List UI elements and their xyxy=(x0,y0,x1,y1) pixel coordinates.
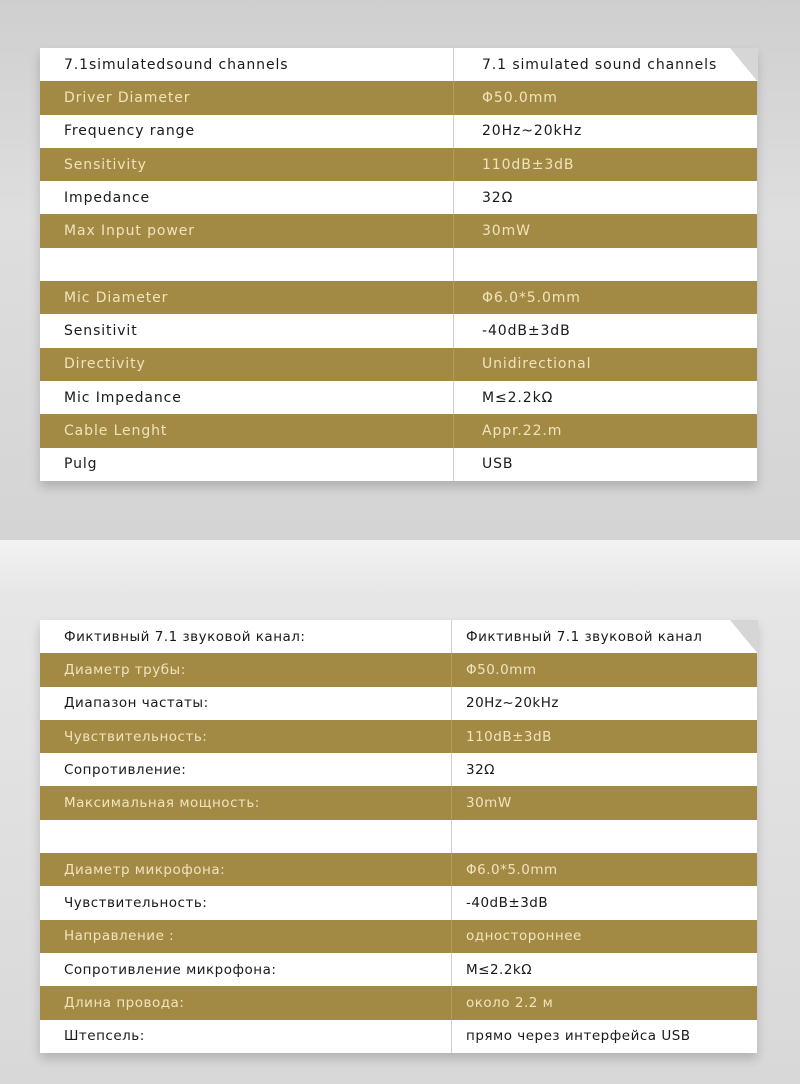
spec-value: Φ50.0mm xyxy=(466,661,537,678)
spec-label: Directivity xyxy=(40,348,454,381)
spec-row xyxy=(40,687,757,720)
spec-value: M≤2.2kΩ xyxy=(482,389,554,406)
spec-row xyxy=(40,314,757,347)
spec-value: 110dB±3dB xyxy=(482,156,575,173)
spec-label xyxy=(40,820,452,853)
spec-value: -40dB±3dB xyxy=(466,895,549,912)
spec-row xyxy=(40,720,757,753)
spec-value: Φ50.0mm xyxy=(482,89,558,106)
spec-row xyxy=(40,820,757,853)
spec-row xyxy=(40,1020,757,1053)
spec-table-russian xyxy=(40,620,757,1053)
spec-label: Диаметр трубы: xyxy=(40,653,452,686)
spec-value: 32Ω xyxy=(482,189,514,206)
spec-row xyxy=(40,381,757,414)
spec-label: Диапазон частаты: xyxy=(40,687,452,720)
spec-row xyxy=(40,248,757,281)
spec-label: Sensitivit xyxy=(40,314,454,347)
spec-value: Φ6.0*5.0mm xyxy=(466,861,558,878)
spec-value: 20Hz~20kHz xyxy=(482,123,583,140)
spec-row xyxy=(40,148,757,181)
spec-value: Фиктивный 7.1 звуковой канал xyxy=(466,628,703,645)
spec-value: около 2.2 м xyxy=(466,994,554,1011)
spec-value: M≤2.2kΩ xyxy=(466,961,533,978)
spec-label: Сопротивление микрофона: xyxy=(40,953,452,986)
spec-label: Frequency range xyxy=(40,115,454,148)
spec-row xyxy=(40,853,757,886)
spec-label: 7.1simulatedsound channels xyxy=(40,48,454,81)
spec-value: прямо через интерфейса USB xyxy=(466,1028,691,1045)
spec-value: 7.1 simulated sound channels xyxy=(482,56,718,73)
spec-label: Чувствительность: xyxy=(40,886,452,919)
spec-value: Unidirectional xyxy=(482,356,592,373)
spec-value xyxy=(452,820,757,853)
spec-label: Max Input power xyxy=(40,214,454,247)
spec-label: Направление : xyxy=(40,920,452,953)
spec-label: Штепсель: xyxy=(40,1020,452,1053)
spec-row xyxy=(40,986,757,1019)
spec-label: Sensitivity xyxy=(40,148,454,181)
spec-table-english xyxy=(40,48,757,481)
spec-label: Сопротивление: xyxy=(40,753,452,786)
spec-label: Диаметр микрофона: xyxy=(40,853,452,886)
spec-row xyxy=(40,653,757,686)
spec-row xyxy=(40,953,757,986)
spec-row xyxy=(40,348,757,381)
spec-row xyxy=(40,620,757,653)
spec-label: Pulg xyxy=(40,448,454,481)
spec-row xyxy=(40,448,757,481)
spec-row xyxy=(40,753,757,786)
spec-value: 32Ω xyxy=(466,761,495,778)
spec-value: Φ6.0*5.0mm xyxy=(482,289,581,306)
spec-label: Фиктивный 7.1 звуковой канал: xyxy=(40,620,452,653)
spec-value: одностороннее xyxy=(466,928,582,945)
spec-label: Driver Diameter xyxy=(40,81,454,114)
spec-value: USB xyxy=(482,456,514,473)
spec-row xyxy=(40,786,757,819)
spec-value: -40dB±3dB xyxy=(482,323,571,340)
spec-label: Cable Lenght xyxy=(40,414,454,447)
spec-label: Длина провода: xyxy=(40,986,452,1019)
spec-row xyxy=(40,81,757,114)
spec-row xyxy=(40,48,757,81)
spec-label: Максимальная мощность: xyxy=(40,786,452,819)
spec-value: Appr.22.m xyxy=(482,422,563,439)
spec-label xyxy=(40,248,454,281)
spec-value: 20Hz~20kHz xyxy=(466,695,559,712)
spec-value: 30mW xyxy=(466,795,512,812)
spec-row xyxy=(40,115,757,148)
folded-corner xyxy=(730,48,758,82)
spec-row xyxy=(40,181,757,214)
folded-corner xyxy=(730,620,758,654)
spec-row xyxy=(40,214,757,247)
spec-row xyxy=(40,920,757,953)
spec-label: Impedance xyxy=(40,181,454,214)
spec-value: 110dB±3dB xyxy=(466,728,552,745)
spec-label: Mic Diameter xyxy=(40,281,454,314)
spec-label: Mic Impedance xyxy=(40,381,454,414)
spec-row xyxy=(40,886,757,919)
spec-value: 30mW xyxy=(482,223,531,240)
spec-row xyxy=(40,414,757,447)
spec-label: Чувствительность: xyxy=(40,720,452,753)
spec-row xyxy=(40,281,757,314)
spec-value xyxy=(454,248,757,281)
